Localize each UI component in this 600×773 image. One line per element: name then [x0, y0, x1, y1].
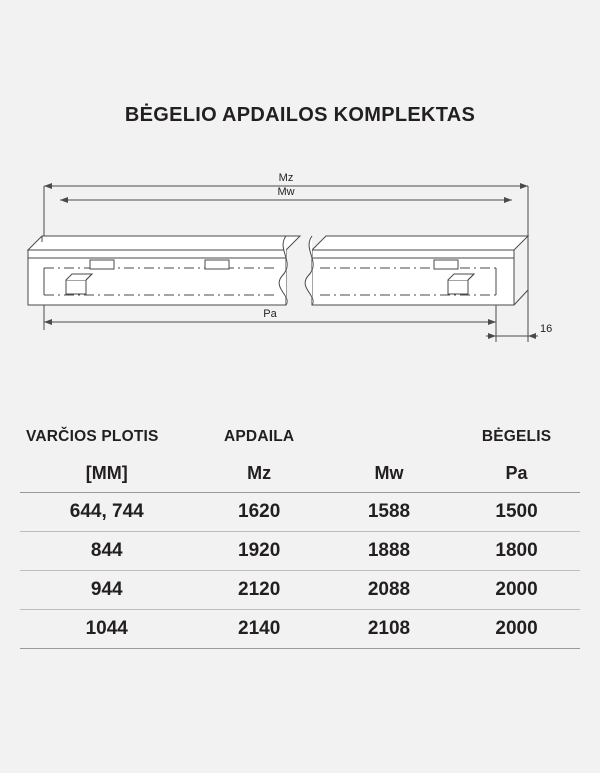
cell-mz: 1620: [193, 493, 324, 532]
cell-pa: 2000: [453, 571, 580, 610]
cell-pa: 1800: [453, 532, 580, 571]
cell-mw: 1588: [325, 493, 453, 532]
cell-width: 944: [20, 571, 193, 610]
subheader-pa: Pa: [505, 463, 528, 483]
cell-width: 844: [20, 532, 193, 571]
cell-mz: 2140: [193, 610, 324, 649]
header-varcios-plotis: VARČIOS PLOTIS: [26, 428, 159, 445]
table-header-row: [20, 424, 580, 456]
subheader-mw: Mw: [374, 463, 404, 483]
table-subheader-row: [20, 456, 580, 493]
table-row: [20, 610, 580, 649]
cell-mz: 1920: [193, 532, 324, 571]
technical-drawing: [0, 150, 600, 370]
cell-pa: 2000: [453, 610, 580, 649]
cell-width: 1044: [20, 610, 193, 649]
table-row: [20, 532, 580, 571]
label-mw: Mw: [277, 186, 295, 198]
label-thickness: 16: [540, 323, 553, 335]
spec-table: [20, 424, 580, 649]
spec-table-container: [20, 424, 580, 649]
cell-mw: 2088: [325, 571, 453, 610]
page-title: BĖGELIO APDAILOS KOMPLEKTAS: [124, 104, 476, 126]
table-row: [20, 493, 580, 532]
table-row: [20, 571, 580, 610]
header-begelis: BĖGELIS: [481, 428, 552, 445]
cell-width: 644, 744: [20, 493, 193, 532]
cell-mw: 2108: [325, 610, 453, 649]
header-apdaila-second: [325, 424, 453, 456]
subheader-mz: Mz: [247, 463, 272, 483]
cell-mz: 2120: [193, 571, 324, 610]
header-apdaila: APDAILA: [224, 428, 295, 445]
cell-mw: 1888: [325, 532, 453, 571]
drawing-svg: [0, 150, 600, 370]
label-pa: Pa: [263, 308, 277, 320]
label-mz: Mz: [278, 172, 294, 184]
rail-left-body: [28, 236, 300, 305]
subheader-mm: [MM]: [85, 463, 128, 483]
cell-pa: 1500: [453, 493, 580, 532]
table-body: [20, 493, 580, 649]
rail-right-body: [305, 236, 528, 305]
